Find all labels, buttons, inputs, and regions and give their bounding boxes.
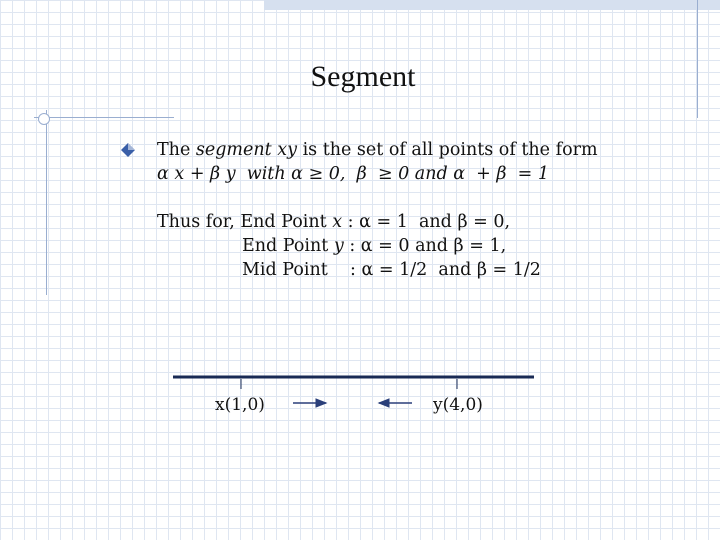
- case-mid-point: Mid Point : α = 1/2 and β = 1/2: [242, 260, 541, 280]
- slide-title: Segment: [310, 60, 416, 93]
- segment-term: segment xy: [195, 140, 297, 160]
- case-y-start: End Point: [242, 236, 334, 256]
- point-y-label: y(4,0): [433, 395, 483, 415]
- case-y-end: : α = 0 and β = 1,: [343, 236, 507, 256]
- case-x-start: Thus for, End Point: [157, 212, 333, 232]
- point-x-label: x(1,0): [215, 395, 265, 415]
- case-x-var: x: [332, 212, 343, 232]
- definition-text-end: is the set of all points of the form: [297, 140, 598, 160]
- formula-text: α x + β y with α ≥ 0, β ≥ 0 and α + β = 1: [157, 164, 550, 184]
- case-y-var: y: [333, 236, 344, 256]
- definition-text-start: The: [157, 140, 196, 160]
- case-x-end: : α = 1 and β = 0,: [342, 212, 511, 232]
